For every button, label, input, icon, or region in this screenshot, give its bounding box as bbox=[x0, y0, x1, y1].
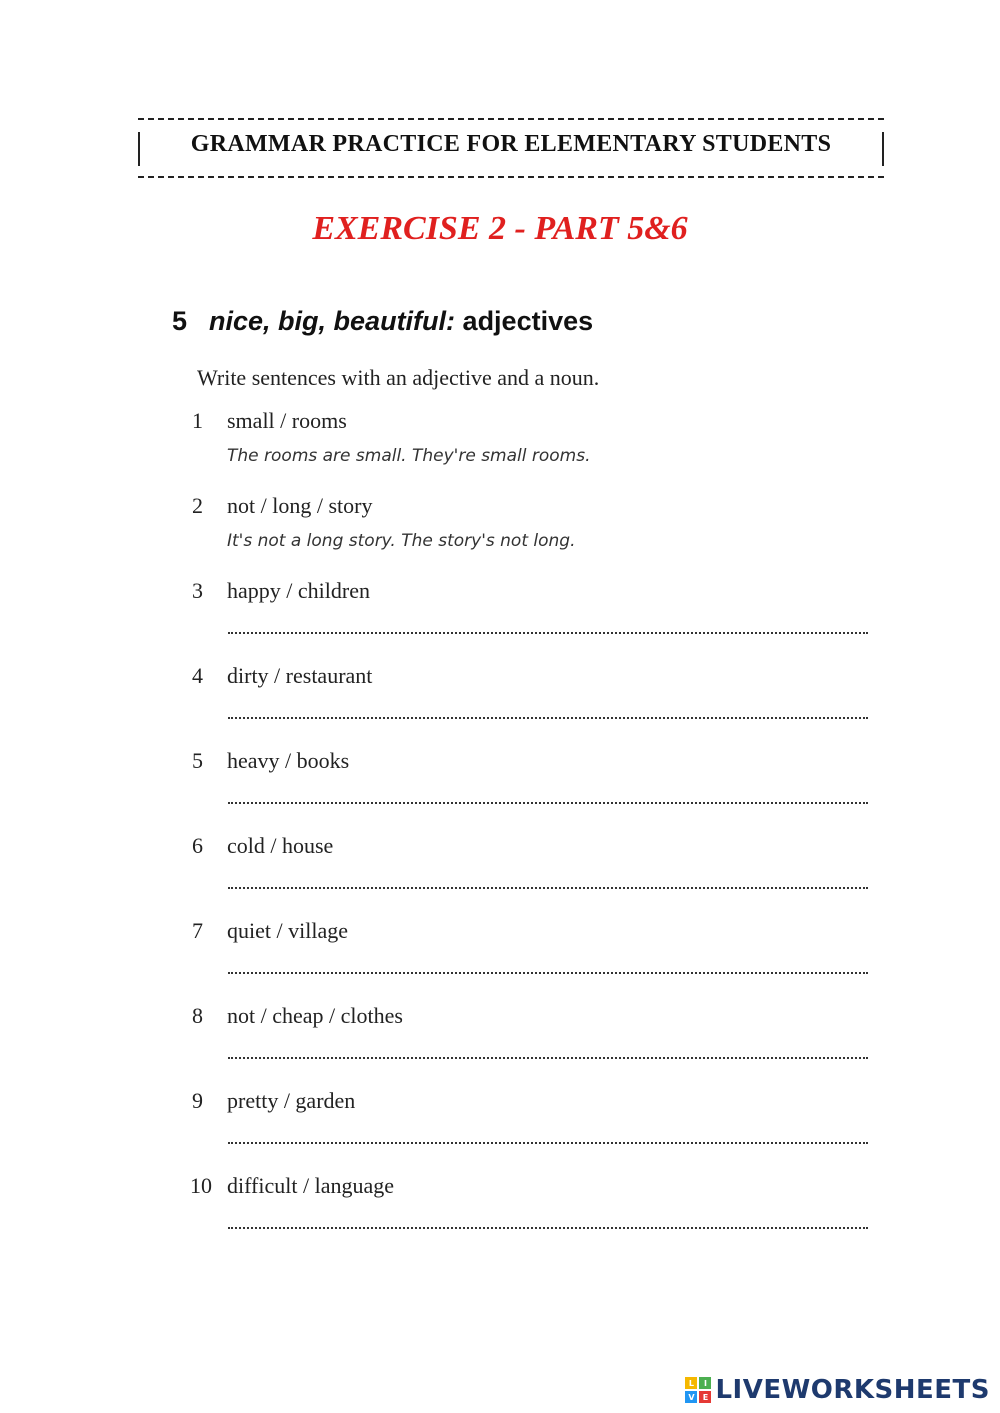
logo-cell: I bbox=[699, 1377, 711, 1389]
answer-line[interactable] bbox=[228, 887, 868, 889]
exercise-item bbox=[192, 748, 882, 828]
item-prompt: heavy / books bbox=[227, 748, 350, 773]
item-number: 3 bbox=[192, 578, 203, 603]
answer-line[interactable] bbox=[228, 802, 868, 804]
answer-line[interactable] bbox=[228, 1057, 868, 1059]
exercise-item bbox=[192, 578, 882, 658]
item-number: 5 bbox=[192, 748, 203, 773]
item-number: 1 bbox=[192, 408, 203, 433]
logo-cell: L bbox=[685, 1377, 697, 1389]
header-bottom-dashed-border bbox=[138, 176, 884, 178]
logo-cell: V bbox=[685, 1391, 697, 1403]
exercise-item bbox=[192, 663, 882, 743]
item-number: 8 bbox=[192, 1003, 203, 1028]
exercise-item bbox=[192, 493, 882, 573]
item-number: 9 bbox=[192, 1088, 203, 1113]
section-heading-regular: adjectives bbox=[455, 306, 594, 336]
instruction-text: Write sentences with an adjective and a noun. bbox=[197, 365, 600, 390]
exercise-item bbox=[192, 918, 882, 998]
section-number: 5 bbox=[172, 306, 188, 336]
item-number: 2 bbox=[192, 493, 203, 518]
item-example-answer: The rooms are small. They're small rooms. bbox=[227, 446, 591, 466]
liveworksheets-logo bbox=[685, 1375, 990, 1405]
item-prompt: not / cheap / clothes bbox=[227, 1003, 403, 1028]
answer-line[interactable] bbox=[228, 717, 868, 719]
logo-icon bbox=[685, 1377, 711, 1403]
section-heading bbox=[172, 306, 593, 337]
logo-text: LIVEWORKSHEETS bbox=[715, 1375, 990, 1405]
exercise-title: EXERCISE 2 - PART 5&6 bbox=[312, 210, 688, 247]
section-heading-italic: nice, big, beautiful: bbox=[209, 306, 456, 336]
item-prompt: dirty / restaurant bbox=[227, 663, 373, 688]
item-prompt: difficult / language bbox=[227, 1173, 394, 1198]
item-example-answer: It's not a long story. The story's not long. bbox=[227, 531, 576, 551]
answer-line[interactable] bbox=[228, 1142, 868, 1144]
header-top-dashed-border bbox=[138, 118, 884, 120]
item-number: 7 bbox=[192, 918, 203, 943]
answer-line[interactable] bbox=[228, 632, 868, 634]
item-number: 4 bbox=[192, 663, 203, 688]
header-right-bar bbox=[882, 132, 884, 166]
exercise-item bbox=[192, 1003, 882, 1083]
item-number: 6 bbox=[192, 833, 203, 858]
logo-cell: E bbox=[699, 1391, 711, 1403]
item-prompt: quiet / village bbox=[227, 918, 348, 943]
item-number: 10 bbox=[190, 1173, 212, 1198]
item-prompt: cold / house bbox=[227, 833, 334, 858]
answer-line[interactable] bbox=[228, 1227, 868, 1229]
exercise-item bbox=[192, 408, 882, 488]
exercise-item bbox=[192, 833, 882, 913]
exercise-item bbox=[192, 1173, 882, 1253]
item-prompt: pretty / garden bbox=[227, 1088, 356, 1113]
answer-line[interactable] bbox=[228, 972, 868, 974]
header-title: GRAMMAR PRACTICE FOR ELEMENTARY STUDENTS bbox=[190, 131, 832, 157]
header-box bbox=[138, 118, 884, 178]
item-prompt: small / rooms bbox=[227, 408, 347, 433]
exercise-item bbox=[192, 1088, 882, 1168]
item-prompt: not / long / story bbox=[227, 493, 373, 518]
item-prompt: happy / children bbox=[227, 578, 370, 603]
